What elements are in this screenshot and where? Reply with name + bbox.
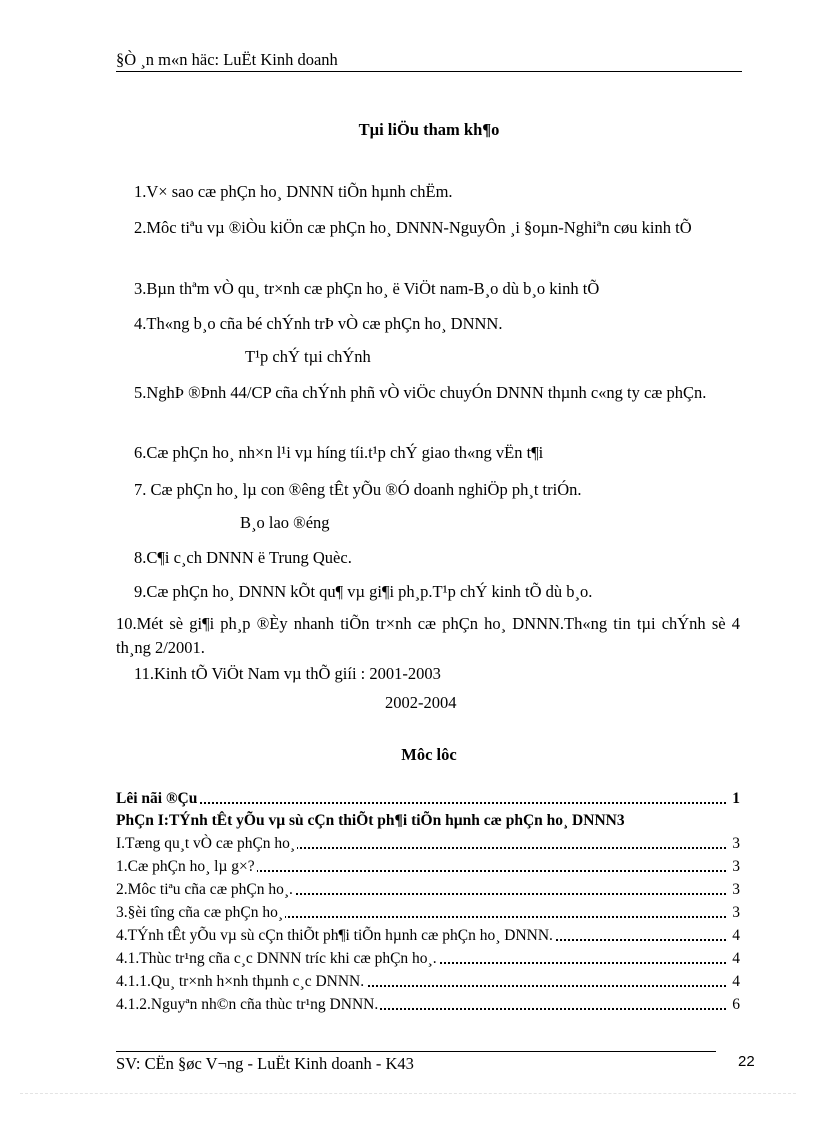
- header-rule: [116, 71, 742, 72]
- toc-entry[interactable]: [116, 903, 740, 923]
- reference-text: 7. Cæ phÇn ho¸ lµ con ®êng tÊt yÕu ®Ó doanh nghiÖp ph¸t triÓn.: [134, 480, 582, 499]
- toc-page-number: 1: [732, 790, 740, 807]
- page-number: 22: [738, 1053, 755, 1070]
- reference-item-11: [116, 662, 740, 686]
- reference-text: 10.Mét sè gi¶i ph¸p ®Èy nhanh tiÕn tr×nh cæ phÇn ho¸ DNNN.Th«ng tin tµi chÝnh sè 4 th¸ng 2/2001.: [116, 614, 740, 657]
- toc-entry[interactable]: [116, 811, 740, 831]
- toc-page-number: 3: [732, 858, 740, 875]
- toc-entry[interactable]: [116, 995, 740, 1015]
- reference-item-6: [116, 441, 740, 465]
- reference-source-11: 2002-2004: [385, 693, 457, 712]
- reference-item-9: [116, 580, 740, 604]
- reference-item-4: [116, 312, 740, 336]
- toc-leader: [116, 802, 726, 804]
- reference-item-7: [116, 478, 740, 502]
- toc-page-number: 3: [732, 881, 740, 898]
- toc-entry[interactable]: [116, 880, 740, 900]
- reference-text: 2.Môc tiªu vµ ®iÒu kiÖn cæ phÇn ho¸ DNNN-NguyÔn ¸i §oµn-Nghiªn cøu kinh tÕ: [134, 218, 692, 237]
- reference-item-1: [116, 180, 740, 204]
- toc-label: 2.Môc tiªu cña cæ phÇn ho¸.: [116, 881, 293, 898]
- toc-label: 1.Cæ phÇn ho¸ lµ g×?: [116, 858, 255, 875]
- toc-page-number: 4: [732, 973, 740, 990]
- toc-label: Lêi nãi ®Çu: [116, 790, 198, 807]
- toc-page-number: 6: [732, 996, 740, 1013]
- footer-rule: [116, 1051, 716, 1052]
- toc-entry[interactable]: [116, 926, 740, 946]
- toc-page-number: 3: [732, 904, 740, 921]
- reference-text: 3.Bµn thªm vÒ qu¸ tr×nh cæ phÇn ho¸ ë ViÖt nam-B¸o dù b¸o kinh tÕ: [134, 279, 600, 298]
- references-title: Tµi liÖu tham kh¶o: [358, 120, 500, 139]
- reference-item-8: [116, 546, 740, 570]
- reference-text: 9.Cæ phÇn ho¸ DNNN kÕt qu¶ vµ gi¶i ph¸p.T¹p chÝ kinh tÕ dù b¸o.: [134, 582, 593, 601]
- toc-page-number: 3: [732, 835, 740, 852]
- reference-source-4: T¹p chÝ tµi chÝnh: [245, 347, 371, 366]
- toc-entry[interactable]: [116, 949, 740, 969]
- running-footer: SV: CËn §øc V¬ng - LuËt Kinh doanh - K43: [116, 1054, 414, 1073]
- reference-text: 4.Th«ng b¸o cña bé chÝnh trÞ vÒ cæ phÇn ho¸ DNNN.: [134, 314, 503, 333]
- toc-entry[interactable]: [116, 789, 740, 809]
- toc-label: 4.1.1.Qu¸ tr×nh h×nh thµnh c¸c DNNN.: [116, 973, 365, 990]
- toc-label: 4.1.Thùc tr¹ng cña c¸c DNNN tríc khi cæ phÇn ho¸.: [116, 950, 437, 967]
- reference-item-5: [116, 381, 740, 405]
- reference-item-10: [116, 612, 740, 660]
- toc-label: I.Tæng qu¸t vÒ cæ phÇn ho¸: [116, 835, 296, 852]
- toc-entry[interactable]: [116, 972, 740, 992]
- toc-page-number: 4: [732, 927, 740, 944]
- toc-label: PhÇn I:TÝnh tÊt yÕu vµ sù cÇn thiÕt ph¶i tiÕn hµnh cæ phÇn ho¸ DNNN3: [116, 812, 625, 829]
- toc-label: 4.TÝnh tÊt yÕu vµ sù cÇn thiÕt ph¶i tiÕn hµnh cæ phÇn ho¸ DNNN.: [116, 927, 553, 944]
- reference-text: 8.C¶i c¸ch DNNN ë Trung Quèc.: [134, 548, 352, 567]
- toc-page-number: 4: [732, 950, 740, 967]
- reference-text: 6.Cæ phÇn ho¸ nh×n l¹i vµ híng tíi.t¹p chÝ giao th«ng vËn t¶i: [134, 443, 544, 462]
- reference-text: 1.V× sao cæ phÇn ho¸ DNNN tiÕn hµnh chËm.: [134, 182, 453, 201]
- toc-title: Môc lôc: [401, 745, 457, 764]
- reference-text: 11.Kinh tÕ ViÖt Nam vµ thÕ giíi : 2001-2003: [134, 664, 441, 683]
- reference-item-2: [116, 216, 740, 240]
- toc-entry[interactable]: [116, 834, 740, 854]
- reference-item-3: [116, 277, 740, 301]
- reference-source-7: B¸o lao ®éng: [240, 513, 330, 532]
- page-break-divider: [20, 1093, 796, 1094]
- reference-text: 5.NghÞ ®Þnh 44/CP cña chÝnh phñ vÒ viÖc chuyÓn DNNN thµnh c«ng ty cæ phÇn.: [134, 383, 707, 402]
- toc-label: 3.§èi tîng cña cæ phÇn ho¸: [116, 904, 284, 921]
- toc-label: 4.1.2.Nguyªn nh©n cña thùc tr¹ng DNNN.: [116, 996, 379, 1013]
- running-header: §Ò ¸n m«n häc: LuËt Kinh doanh: [116, 50, 338, 69]
- toc-entry[interactable]: [116, 857, 740, 877]
